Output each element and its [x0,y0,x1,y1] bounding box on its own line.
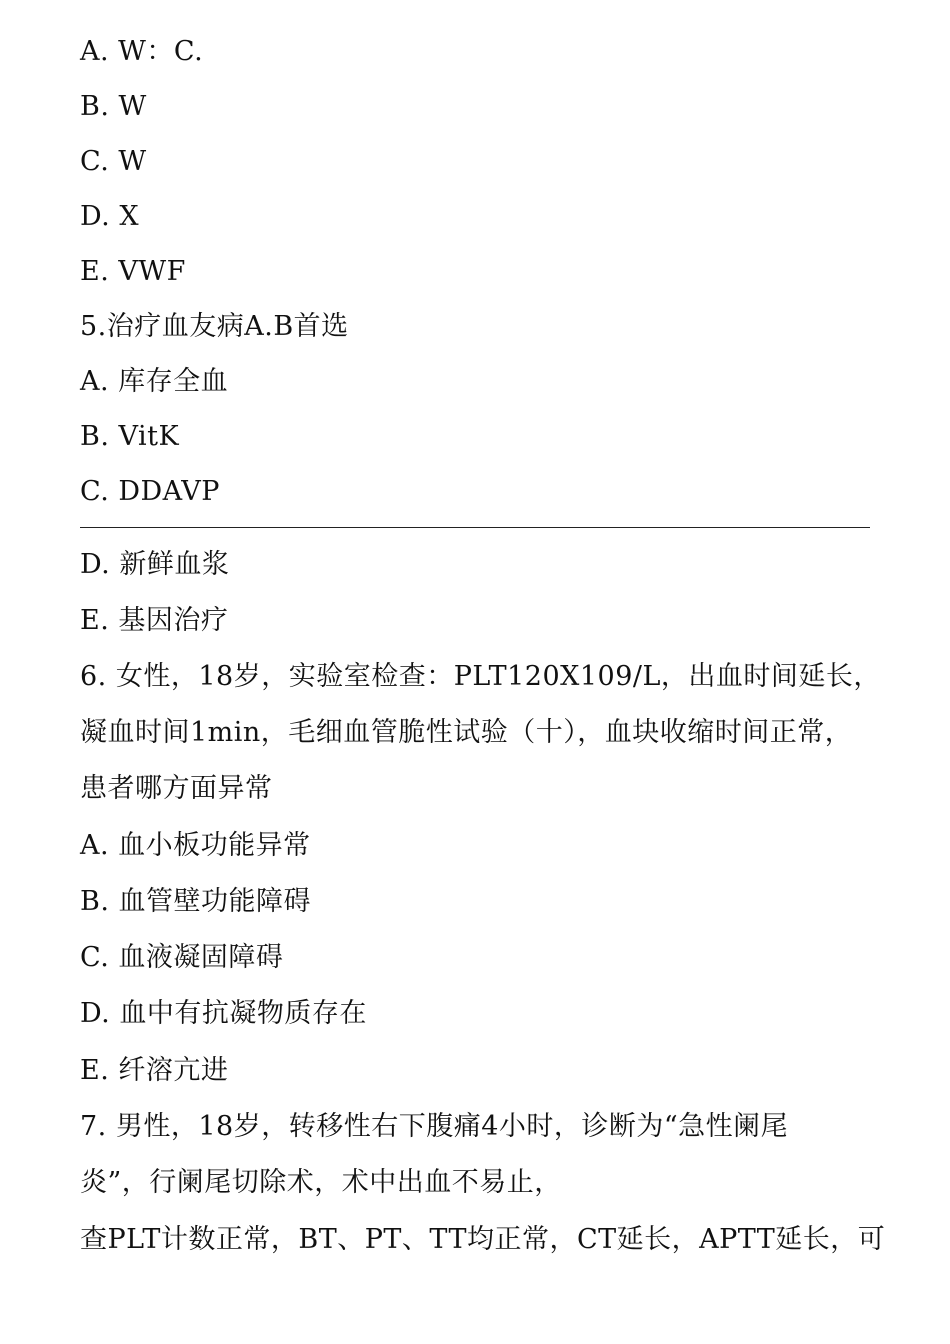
option-c-line: C. W [80,146,147,177]
option-e-line: E. VWF [80,256,186,287]
option-d-line: D. X [80,201,140,232]
question-7-line-1: 7. 男性，18岁，转移性右下腹痛4小时，诊断为“急性阑尾 [80,1111,789,1142]
option-b-line: B. W [80,91,147,122]
page-divider [80,527,870,528]
question-6-line-3: 患者哪方面异常 [80,773,273,804]
q5-option-d: D. 新鲜血浆 [80,549,230,580]
q5-option-a: A. 库存全血 [80,366,229,397]
question-5: 5.治疗血友病A.B首选 [80,311,349,342]
q6-option-e: E. 纤溶亢进 [80,1055,229,1086]
q6-option-b: B. 血管壁功能障碍 [80,886,312,917]
q5-option-b: B. VitK [80,421,180,452]
question-6-line-2: 凝血时间1min，毛细血管脆性试验（十），血块收缩时间正常， [80,717,853,748]
q5-option-c: C. DDAVP [80,476,220,507]
question-7-line-3: 查PLT计数正常，BT、PT、TT均正常，CT延长，APTT延长，可 [80,1224,886,1255]
q6-option-a: A. 血小板功能异常 [80,830,311,861]
q6-option-d: D. 血中有抗凝物质存在 [80,998,367,1029]
question-6-line-1: 6. 女性，18岁，实验室检查：PLT120X109/L，出血时间延长， [80,661,881,692]
q6-option-c: C. 血液凝固障碍 [80,942,284,973]
q5-option-e: E. 基因治疗 [80,605,229,636]
option-a-line: A. W：C. [80,36,204,67]
question-7-line-2: 炎”，行阑尾切除术，术中出血不易止， [80,1167,562,1198]
